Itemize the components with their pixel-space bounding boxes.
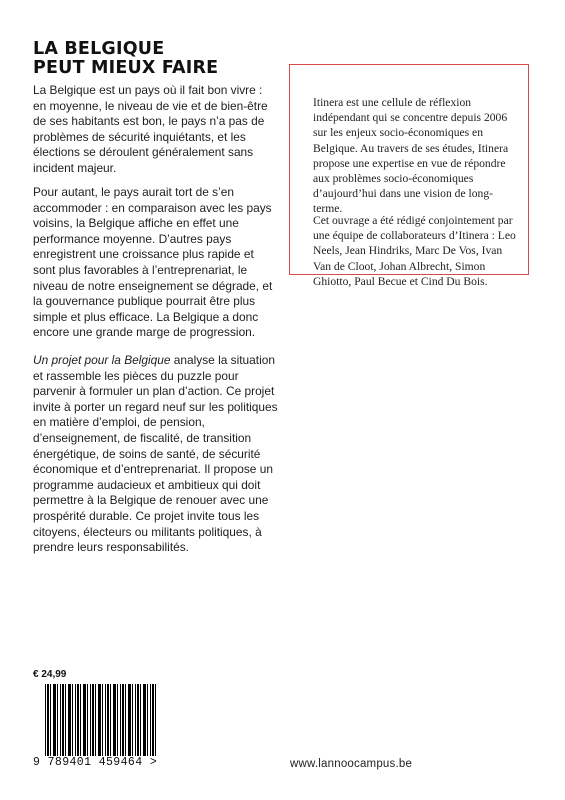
project-paragraph-rest: analyse la situation et rassemble les pièces du puzzle pour parvenir à formuler un plan d’action. Ce projet invite à porter un regard neuf sur les politiques en matière d’emploi, de pension, d’enseignement, de fiscalité, de transition énergétique, de soins de santé, de sécurité économique et d’entreprenariat. Il propose un programme audacieux et ambitieux qui doit permettre à la Belgique de renouer avec une prospérité durable. Ce projet invite tous les citoyens, électeurs ou militants politiques, à prendre leurs responsabilités. [33, 353, 278, 555]
book-title-italic: Un projet pour la Belgique [33, 353, 171, 367]
price-label: € 24,99 [33, 669, 67, 680]
intro-paragraph [33, 83, 278, 177]
itinera-description [313, 95, 518, 217]
title-line-1: LA BELGIQUE [33, 39, 165, 59]
intro-paragraph-text: La Belgique est un pays où il fait bon vivre : en moyenne, le niveau de vie et de bien-être de ses habitants est bon, le pays n’a pas de problèmes de sécurité inquiétants, et les élections se déroulent généralement sans incident majeur. [33, 83, 268, 175]
itinera-description-text: Itinera est une cellule de réflexion indépendant qui se concentre depuis 2006 sur les enjeux socio-économiques en Belgique. Au travers de ses études, Itinera propose une expertise en vue de répondre aux problèmes socio-économiques d’aujourd’hui dans une vision de long-terme. [313, 96, 509, 216]
barcode-bars [45, 684, 157, 756]
isbn-number: 9 789401 459464 > [33, 756, 158, 769]
isbn-barcode [33, 684, 163, 774]
comparison-paragraph-text: Pour autant, le pays aurait tort de s’en accommoder : en comparaison avec les pays voisins, la Belgique affiche en effet une performance moyenne. D’autres pays enregistrent une croissance plus rapide et sont plus favorables à l’entreprenariat, le niveau de notre enseignement se dégrade, et la gouvernance publique pourrait être plus simple et plus efficace. La Belgique a donc encore une grande marge de progression. [33, 185, 273, 340]
authors-credit [313, 213, 518, 289]
title-line-2: PEUT MIEUX FAIRE [33, 58, 219, 78]
project-paragraph [33, 353, 278, 556]
authors-credit-text: Cet ouvrage a été rédigé conjointement par une équipe de collaborateurs d’Itinera : Leo Neels, Jean Hindriks, Marc De Vos, Ivan Van de Cloot, Johan Albrecht, Simon Ghiotto, Paul Becue et Cind Du Bois. [313, 214, 516, 288]
comparison-paragraph [33, 185, 278, 341]
publisher-url[interactable]: www.lannoocampus.be [290, 758, 413, 770]
project-paragraph-text [33, 353, 278, 556]
back-cover-title [33, 40, 293, 78]
